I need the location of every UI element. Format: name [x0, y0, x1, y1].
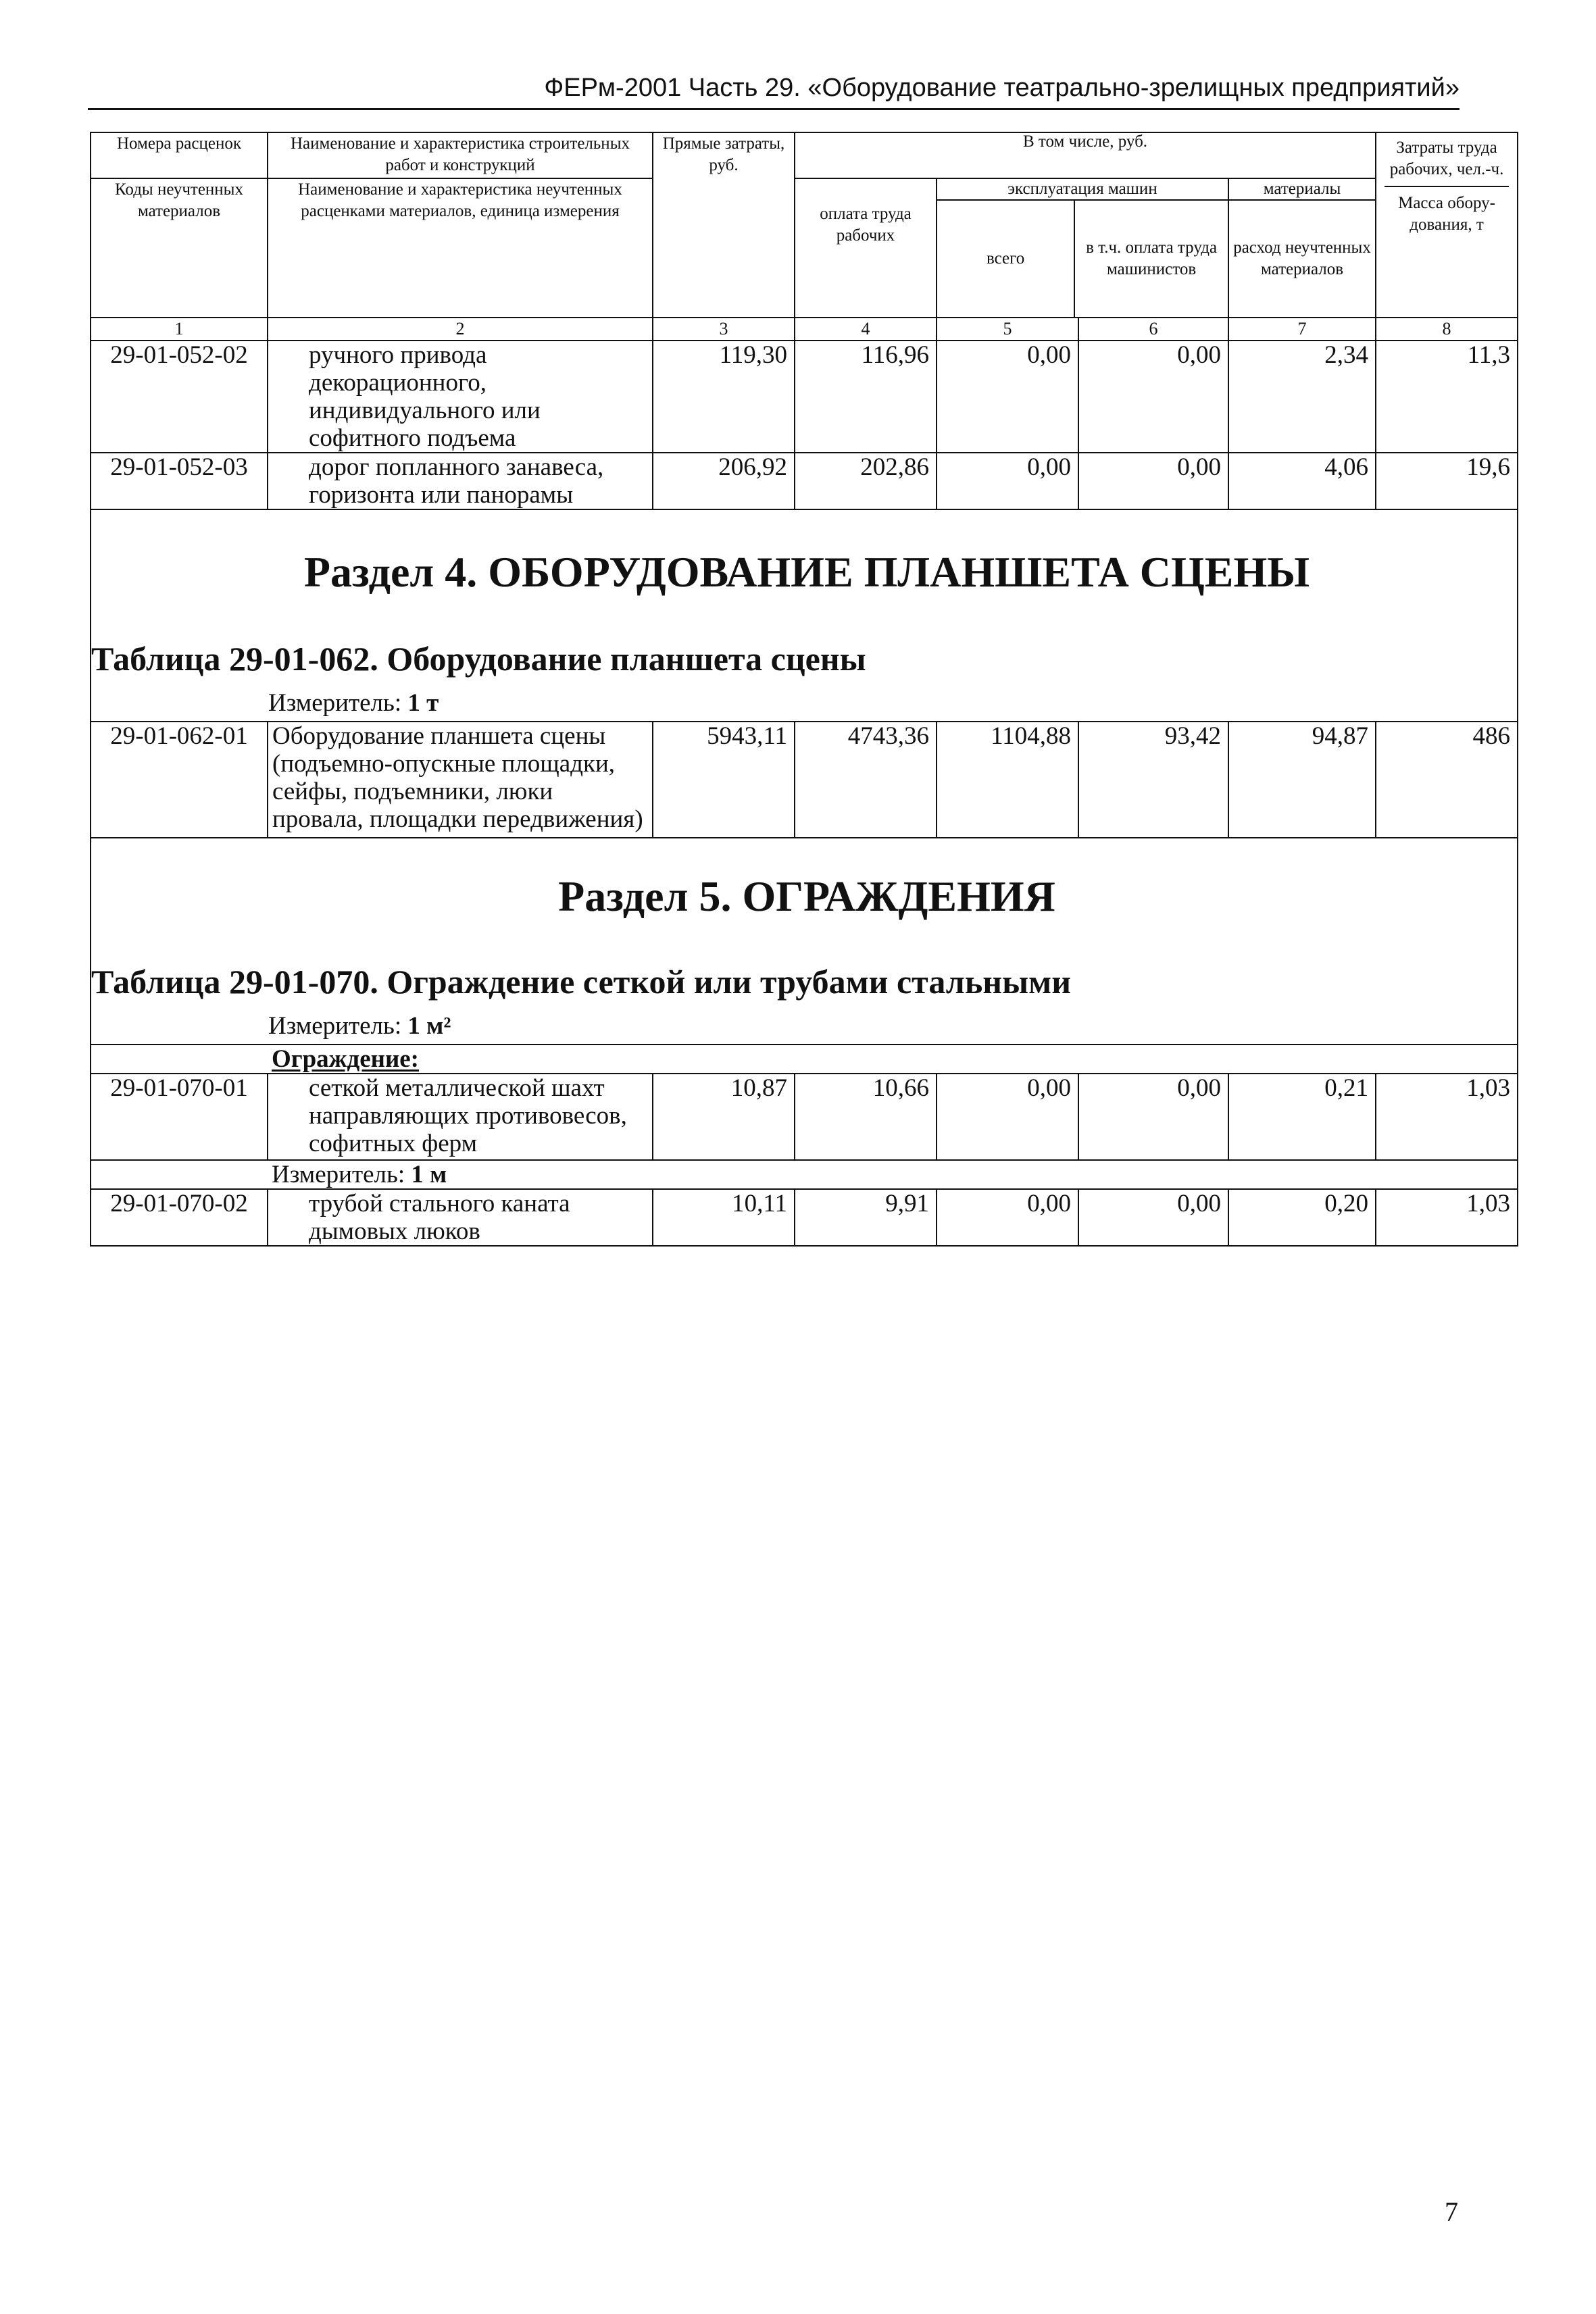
meter-text: Измеритель: [268, 1012, 408, 1040]
table-29-01-070-title: Таблица 29-01-070. Ограждение сеткой или трубами стальными [91, 963, 1071, 1001]
col-number-5: 5 [937, 318, 1078, 341]
col-number-3: 3 [653, 318, 795, 341]
meter-text: Измеритель: [272, 1161, 412, 1188]
labor-hours: 11,3 [1376, 341, 1518, 453]
running-head: ФЕРм-2001 Часть 29. «Оборудование театрально-зрелищных предприятий» [88, 68, 1460, 110]
direct-cost: 119,30 [653, 341, 795, 453]
machines-cost: 0,00 [937, 341, 1078, 453]
rate-code: 29-01-052-02 [91, 341, 268, 453]
operators-cost: 0,00 [1078, 1074, 1228, 1160]
direct-cost: 5943,11 [653, 722, 795, 838]
rate-name: сеткой металлической шахт направляющих противовесов, софитных ферм [268, 1074, 653, 1160]
col-number-2: 2 [268, 318, 653, 341]
labor-cost: 9,91 [795, 1189, 937, 1246]
group-label-spacer [91, 1045, 268, 1074]
col-number-6: 6 [1078, 318, 1228, 341]
section-5-title: Раздел 5. ОГРАЖДЕНИЯ [558, 872, 1055, 920]
header-group-label: В том числе, руб. [1023, 132, 1148, 151]
header-machines-label: эксплуатация машин [1007, 180, 1157, 198]
materials-cost: 2,34 [1228, 341, 1376, 453]
rate-name: дорог попланного занавеса, горизонта или панорамы [268, 453, 653, 509]
labor-hours: 1,03 [1376, 1074, 1518, 1160]
section-5-block [91, 838, 1518, 1045]
meter-label [97, 687, 1517, 721]
table-29-01-062-title: Таблица 29-01-062. Оборудование планшета сцены [91, 640, 866, 678]
machines-cost: 0,00 [937, 1189, 1078, 1246]
section-4-block [91, 509, 1518, 722]
rate-code: 29-01-070-01 [91, 1074, 268, 1160]
header-col7: расход неучтенных материалов [1229, 199, 1375, 317]
direct-cost: 10,11 [653, 1189, 795, 1246]
meter-label [97, 1010, 1517, 1044]
header-col8 [1376, 132, 1518, 318]
header-col6: в т.ч. оплата труда машинистов [1086, 238, 1218, 278]
header-col4 [795, 178, 937, 318]
table-row [91, 341, 1518, 453]
meter-cell [268, 1160, 1518, 1189]
col-number-4: 4 [795, 318, 937, 341]
header-col5: всего [937, 201, 1075, 317]
meter-spacer [91, 1160, 268, 1189]
section-4-title: Раздел 4. ОБОРУДОВАНИЕ ПЛАНШЕТА СЦЕНЫ [303, 548, 1310, 596]
operators-cost: 93,42 [1078, 722, 1228, 838]
col-number-1: 1 [91, 318, 268, 341]
header-group [795, 132, 1376, 178]
direct-cost: 206,92 [653, 453, 795, 509]
header-materials-label: материалы [1263, 180, 1341, 198]
operators-cost: 0,00 [1078, 341, 1228, 453]
materials-cost: 4,06 [1228, 453, 1376, 509]
labor-cost: 202,86 [795, 453, 937, 509]
rates-table [90, 132, 1518, 1247]
rate-name: Оборудование планшета сцены (подъемно-опускные площадки, сейфы, подъемники, люки провала, площадки передвижения) [268, 722, 653, 838]
meter-unit: 1 м [411, 1161, 447, 1188]
header-col4-label: оплата труда рабочих [820, 205, 912, 245]
operators-cost: 0,00 [1078, 453, 1228, 509]
table-row [91, 722, 1518, 838]
labor-hours: 19,6 [1376, 453, 1518, 509]
page-number: 7 [1445, 2196, 1458, 2227]
header-col1-top: Номера расценок [91, 132, 268, 178]
labor-cost: 4743,36 [795, 722, 937, 838]
operators-cost: 0,00 [1078, 1189, 1228, 1246]
header-col2-bottom: Наименование и характеристика неучтенных расценками материалов, единица измерения [268, 178, 653, 318]
header-col3: Прямые затраты, руб. [653, 132, 795, 318]
labor-cost: 116,96 [795, 341, 937, 453]
header-machines [937, 178, 1228, 318]
rate-name: ручного привода декорационного, индивидуального или софитного подъема [268, 341, 653, 453]
meter-unit: 1 т [407, 689, 439, 717]
labor-hours: 486 [1376, 722, 1518, 838]
header-col8-top: Затраты труда рабочих, чел.-ч. [1389, 139, 1504, 178]
header-col8-bottom: Масса обору- дования, т [1398, 194, 1495, 234]
rate-code: 29-01-052-03 [91, 453, 268, 509]
machines-cost: 0,00 [937, 1074, 1078, 1160]
rate-name: трубой стального каната дымовых люков [268, 1189, 653, 1246]
group-label: Ограждение: [272, 1045, 420, 1073]
rate-code: 29-01-070-02 [91, 1189, 268, 1246]
materials-cost: 0,21 [1228, 1074, 1376, 1160]
header-col1-bottom: Коды неучтенных материалов [91, 178, 268, 318]
labor-hours: 1,03 [1376, 1189, 1518, 1246]
materials-cost: 94,87 [1228, 722, 1376, 838]
machines-cost: 1104,88 [937, 722, 1078, 838]
rate-code: 29-01-062-01 [91, 722, 268, 838]
meter-unit: 1 м² [407, 1012, 451, 1040]
meter-text: Измеритель: [268, 689, 408, 717]
table-row [91, 1074, 1518, 1160]
direct-cost: 10,87 [653, 1074, 795, 1160]
labor-cost: 10,66 [795, 1074, 937, 1160]
table-row [91, 453, 1518, 509]
materials-cost: 0,20 [1228, 1189, 1376, 1246]
col-number-8: 8 [1376, 318, 1518, 341]
machines-cost: 0,00 [937, 453, 1078, 509]
group-label-cell [268, 1045, 1518, 1074]
table-row [91, 1189, 1518, 1246]
header-col2-top: Наименование и характеристика строительных работ и конструкций [268, 132, 653, 178]
header-materials [1228, 178, 1376, 318]
col-number-7: 7 [1228, 318, 1376, 341]
